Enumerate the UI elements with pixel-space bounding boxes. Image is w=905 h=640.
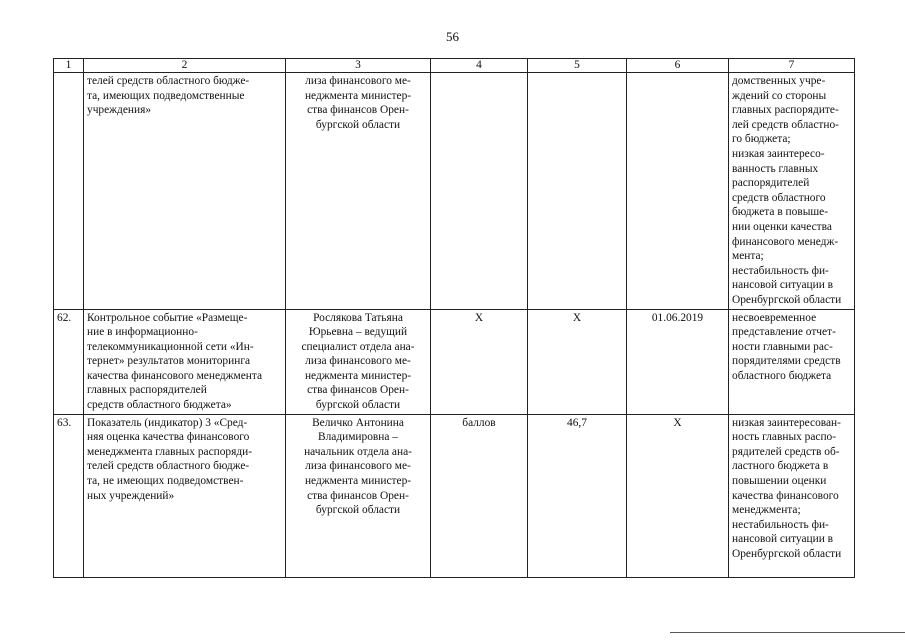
date-cell — [627, 73, 729, 310]
value-cell — [528, 73, 627, 310]
unit-cell — [431, 73, 528, 310]
column-header: 7 — [729, 59, 855, 73]
responsible-person-cell: Рослякова Татьяна Юрьевна – ведущий специалист отдела ана- лиза финансового ме- неджмента министер- ства финансов Орен- бургской области — [286, 309, 431, 414]
table-header-row — [54, 59, 855, 73]
row-number-cell: 62. — [54, 309, 84, 414]
page-edge-divider — [670, 632, 905, 633]
risks-cell: домственных учре- ждений со стороны главных распорядите- лей средств областно- го бюджета; низкая заинтересо- ванность главных распорядителей средств областного бюджета в повыше- нии оценки качества финансового менедж- мента; нестабильность фи- нансовой ситуации в Оренбургской области — [729, 73, 855, 310]
document-table — [53, 58, 855, 578]
column-header: 2 — [84, 59, 286, 73]
responsible-person-cell: лиза финансового ме- неджмента министер- ства финансов Орен- бургской области — [286, 73, 431, 310]
column-header: 4 — [431, 59, 528, 73]
date-cell: X — [627, 414, 729, 577]
page-number: 56 — [446, 29, 459, 44]
event-name-cell: телей средств областного бюдже- та, имеющих подведомственные учреждения» — [84, 73, 286, 310]
responsible-person-cell: Величко Антонина Владимировна – начальник отдела ана- лиза финансового ме- неджмента министер- ства финансов Орен- бургской области — [286, 414, 431, 577]
risks-cell: несвоевременное представление отчет- ности главными рас- порядителями средств областного бюджета — [729, 309, 855, 414]
table-row — [54, 414, 855, 577]
column-header: 3 — [286, 59, 431, 73]
value-cell: 46,7 — [528, 414, 627, 577]
event-name-cell: Контрольное событие «Размеще- ние в информационно- телекоммуникационной сети «Ин- тернет» результатов мониторинга качества финансового менеджмента главных распорядителей средств областного бюджета» — [84, 309, 286, 414]
table-row — [54, 73, 855, 310]
unit-cell: X — [431, 309, 528, 414]
row-number-cell: 63. — [54, 414, 84, 577]
event-name-cell: Показатель (индикатор) 3 «Сред- няя оценка качества финансового менеджмента главных распоряди- телей средств областного бюдже- та, не имеющих подведомствен- ных учреждений» — [84, 414, 286, 577]
risks-cell: низкая заинтересован- ность главных распо- рядителей средств об- ластного бюджета в повышении оценки качества финансового менеджмента; нестабильность фи- нансовой ситуации в Оренбургской области — [729, 414, 855, 577]
row-number-cell — [54, 73, 84, 310]
column-header: 6 — [627, 59, 729, 73]
unit-cell: баллов — [431, 414, 528, 577]
column-header: 5 — [528, 59, 627, 73]
value-cell: X — [528, 309, 627, 414]
column-header: 1 — [54, 59, 84, 73]
date-cell: 01.06.2019 — [627, 309, 729, 414]
table-row — [54, 309, 855, 414]
